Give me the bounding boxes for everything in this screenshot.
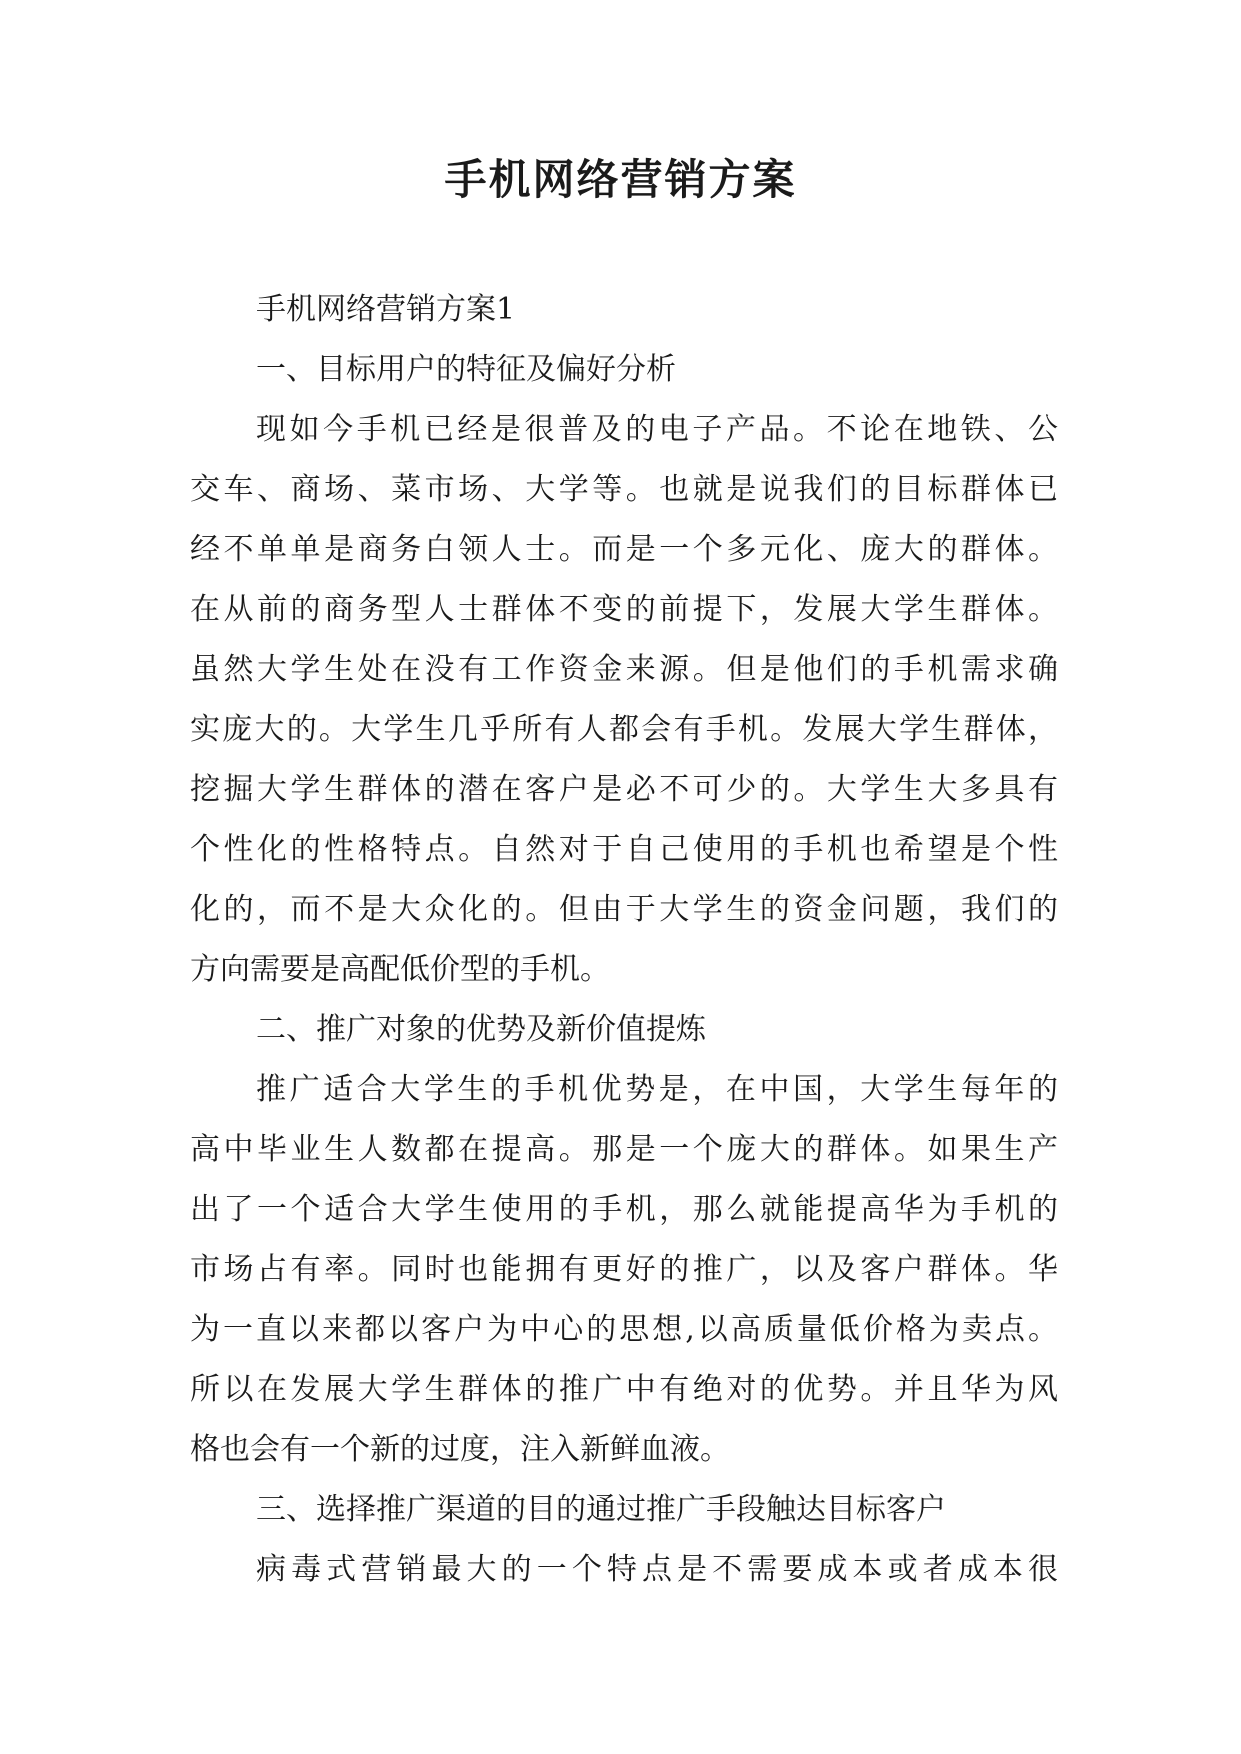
text-line: 在从前的商务型人士群体不变的前提下，发展大学生群体。 [190, 592, 1058, 627]
text-line: 挖掘大学生群体的潜在客户是必不可少的。大学生大多具有 [190, 772, 1058, 807]
text-line: 为一直以来都以客户为中心的思想,以高质量低价格为卖点。 [190, 1312, 1058, 1347]
text-line: 所以在发展大学生群体的推广中有绝对的优势。并且华为风 [190, 1372, 1058, 1407]
text-line: 虽然大学生处在没有工作资金来源。但是他们的手机需求确 [190, 652, 1058, 687]
text-line: 病毒式营销最大的一个特点是不需要成本或者成本很 [256, 1552, 1058, 1587]
text-line: 手机网络营销方案1 [256, 292, 516, 327]
text-line: 三、选择推广渠道的目的通过推广手段触达目标客户 [256, 1492, 946, 1527]
text-line: 个性化的性格特点。自然对于自己使用的手机也希望是个性 [190, 832, 1058, 867]
text-line: 实庞大的。大学生几乎所有人都会有手机。发展大学生群体， [190, 712, 1058, 747]
text-line: 方向需要是高配低价型的手机。 [190, 952, 610, 987]
document-body [190, 280, 1058, 1600]
text-line: 化的，而不是大众化的。但由于大学生的资金问题，我们的 [190, 892, 1058, 927]
text-line: 交车、商场、菜市场、大学等。也就是说我们的目标群体已 [190, 472, 1058, 507]
text-line: 一、目标用户的特征及偏好分析 [256, 352, 676, 387]
text-line: 高中毕业生人数都在提高。那是一个庞大的群体。如果生产 [190, 1132, 1058, 1167]
text-line: 市场占有率。同时也能拥有更好的推广，以及客户群体。华 [190, 1252, 1058, 1287]
text-line: 二、推广对象的优势及新价值提炼 [256, 1012, 706, 1047]
text-line: 出了一个适合大学生使用的手机，那么就能提高华为手机的 [190, 1192, 1058, 1227]
text-line: 经不单单是商务白领人士。而是一个多元化、庞大的群体。 [190, 532, 1058, 567]
text-line: 推广适合大学生的手机优势是，在中国，大学生每年的 [256, 1072, 1058, 1107]
text-line: 格也会有一个新的过度，注入新鲜血液。 [190, 1432, 730, 1467]
text-line: 现如今手机已经是很普及的电子产品。不论在地铁、公 [256, 412, 1058, 447]
document-title: 手机网络营销方案 [444, 155, 797, 204]
